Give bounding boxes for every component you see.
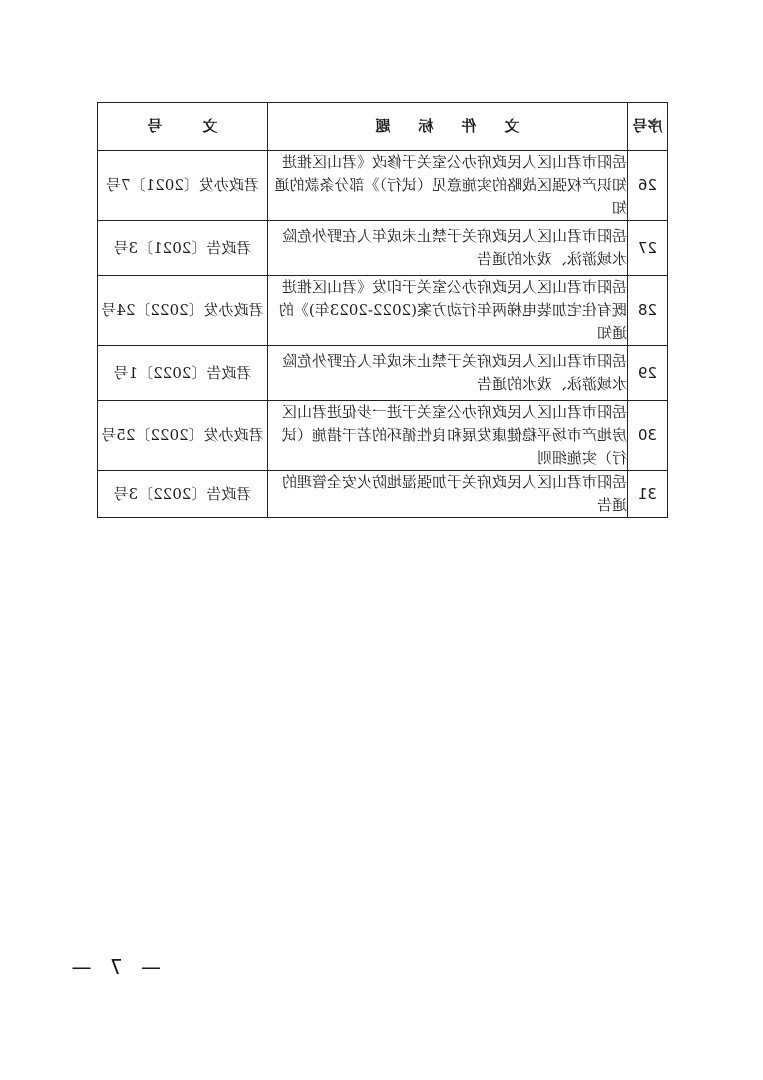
row-title: 岳阳市君山区人民政府办公室关于印发《君山区推进既有住宅加装电梯两年行动方案(2022-2023年)》的通知 xyxy=(268,276,628,346)
table-row xyxy=(98,401,668,471)
table-row xyxy=(98,151,668,221)
table-row xyxy=(98,221,668,276)
row-index: 31 xyxy=(628,471,668,518)
row-doc-number: 君政告〔2022〕3号 xyxy=(98,471,268,518)
row-title: 岳阳市君山区人民政府办公室关于进一步促进君山区房地产市场平稳健康发展和良性循环的若干措施（试行）实施细则 xyxy=(268,401,628,471)
page-number: — 7 — xyxy=(65,955,161,979)
table-header-row xyxy=(98,103,668,151)
document-list-table xyxy=(97,102,668,518)
header-doc-number: 文号 xyxy=(98,103,268,151)
table-row xyxy=(98,471,668,518)
row-index: 28 xyxy=(628,276,668,346)
row-title: 岳阳市君山区人民政府关于加强湿地防火安全管理的通告 xyxy=(268,471,628,518)
row-index: 27 xyxy=(628,221,668,276)
row-index: 30 xyxy=(628,401,668,471)
header-index: 序号 xyxy=(628,103,668,151)
row-title: 岳阳市君山区人民政府关于禁止未成年人在野外危险水域游泳、戏水的通告 xyxy=(268,346,628,401)
row-doc-number: 君政告〔2021〕3号 xyxy=(98,221,268,276)
row-title: 岳阳市君山区人民政府办公室关于修改《君山区推进知识产权强区战略的实施意见（试行）》部分条款的通知 xyxy=(268,151,628,221)
header-title: 文件标题 xyxy=(268,103,628,151)
row-title: 岳阳市君山区人民政府关于禁止未成年人在野外危险水域游泳、戏水的通告 xyxy=(268,221,628,276)
row-doc-number: 君政办发〔2021〕7号 xyxy=(98,151,268,221)
table-row xyxy=(98,276,668,346)
row-index: 26 xyxy=(628,151,668,221)
row-doc-number: 君政告〔2022〕1号 xyxy=(98,346,268,401)
table-row xyxy=(98,346,668,401)
row-doc-number: 君政办发〔2022〕25号 xyxy=(98,401,268,471)
row-doc-number: 君政办发〔2022〕24号 xyxy=(98,276,268,346)
row-index: 29 xyxy=(628,346,668,401)
